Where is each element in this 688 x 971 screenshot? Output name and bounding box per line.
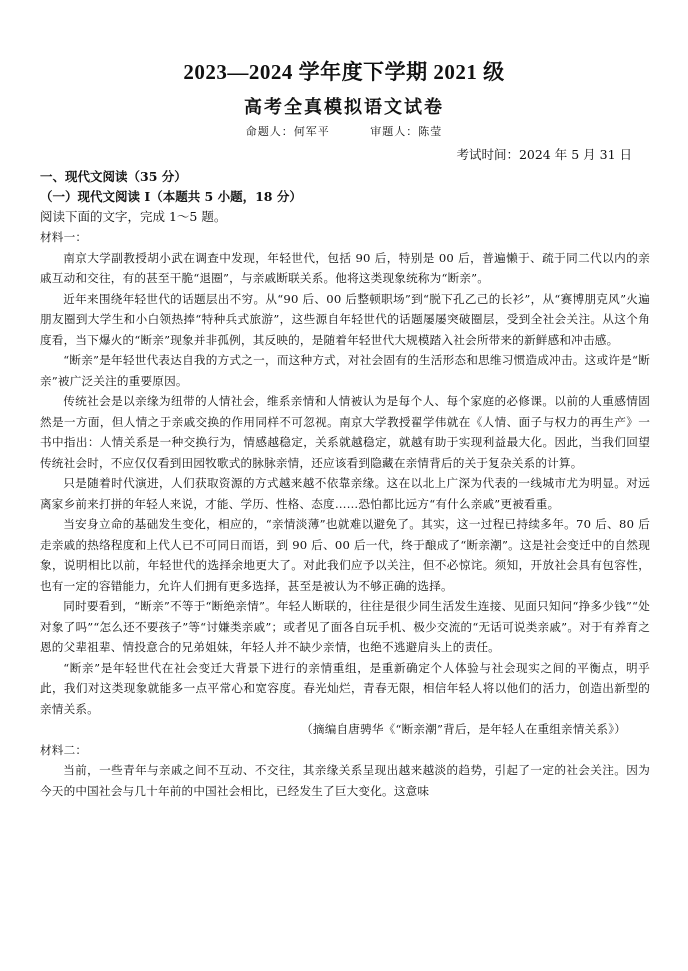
passage-body bbox=[40, 227, 650, 801]
exam-subtitle: 高考全真模拟语文试卷 bbox=[244, 97, 444, 118]
paragraph: 同时要看到，“断亲”不等于“断绝亲情”。年轻人断联的，往往是很少同生活发生连接、见面只知问“挣多少钱”“处对象了吗”“怎么还不要孩子”等“讨嫌类亲戚”；或者见了面各自玩手机、极少交流的“无话可说类亲戚”。对于有养育之恩的父辈祖辈、情投意合的兄弟姐妹，年轻人并不缺少亲情，也绝不逃避肩头上的责任。 bbox=[40, 599, 650, 654]
authors-line bbox=[0, 123, 688, 139]
paragraph: “断亲”是年轻世代在社会变迁大背景下进行的亲情重组，是重新确定个人体验与社会现实之间的平衡点，明乎此，我们对这类现象就能多一点平常心和宽容度。春光灿烂，青春无限，相信年轻人将以他们的活力，创造出新型的亲情关系。 bbox=[40, 660, 650, 716]
question-reviewer: 审题人：陈莹 bbox=[370, 125, 443, 138]
question-setter: 命题人：何军平 bbox=[245, 125, 330, 138]
exam-time: 考试时间：2024 年 5 月 31 日 bbox=[456, 147, 632, 162]
source-citation: （摘编自唐骋华《“断亲潮”背后，是年轻人在重组亲情关系》） bbox=[301, 722, 626, 736]
reading-instruction: 阅读下面的文字，完成 1～5 题。 bbox=[40, 209, 227, 224]
paragraph: 近年来围绕年轻世代的话题层出不穷。从“90 后、00 后整顿职场”到“脱下孔乙己的长衫”，从“赛博朋克风”火遍朋友圈到大学生和小白领热捧“特种兵式旅游”，这些源自年轻世代的话题屡屡突破圈层，受到全社会关注。从这个角度看，当下爆火的“断亲”现象并非孤例，其反映的，是随着年轻世代大规模踏入社会所带来的新鲜感和冲击感。 bbox=[40, 291, 650, 347]
subsection-heading: （一）现代文阅读 I（本题共 5 小题，18 分） bbox=[40, 189, 302, 204]
material-label: 材料二： bbox=[40, 742, 88, 757]
paragraph: “断亲”是年轻世代表达自我的方式之一，而这种方式，对社会固有的生活形态和思维习惯造成冲击。这或许是“断亲”被广泛关注的重要原因。 bbox=[40, 353, 650, 388]
paragraph: 当安身立命的基础发生变化，相应的，“亲情淡薄”也就难以避免了。其实，这一过程已持续多年。70 后、80 后走亲戚的热络程度和上代人已不可同日而语，到 90 后、00 后一代，终于酿成了“断亲潮”。这是社会变迁中的自然现象，说明相比以前，年轻世代的选择余地更大了。对此我们应予以关注，但不必惊诧。须知，开放社会具有包容性，也有一定的容错能力，允许人们拥有更多选择，甚至是被认为不够正确的选择。 bbox=[40, 517, 650, 593]
paragraph: 传统社会是以亲缘为纽带的人情社会，维系亲情和人情被认为是每个人、每个家庭的必修课。以前的人重感情固然是一方面，但人情之于亲戚交换的作用同样不可忽视。南京大学教授翟学伟就在《人情、面子与权力的再生产》一书中指出：人情关系是一种交换行为，情感越稳定，关系就越稳定，就越有助于实现利益最大化。因此，当我们回望传统社会时，不应仅仅看到田园牧歌式的脉脉亲情，还应该看到隐藏在亲情背后的关于复杂关系的计算。 bbox=[40, 394, 650, 470]
section-heading: 一、现代文阅读（35 分） bbox=[40, 169, 187, 184]
exam-title: 2023—2024 学年度下学期 2021 级 bbox=[183, 60, 505, 84]
paragraph: 只是随着时代演进，人们获取资源的方式越来越不依靠亲缘。这在以北上广深为代表的一线城市尤为明显。对远离家乡前来打拼的年轻人来说，才能、学历、性格、态度……恐怕都比远方“有什么亲戚”更被看重。 bbox=[40, 476, 650, 511]
paragraph: 南京大学副教授胡小武在调查中发现，年轻世代，包括 90 后，特别是 00 后，普遍懒于、疏于同二代以内的亲戚互动和交往，有的甚至干脆“退圈”，与亲戚断联关系。他将这类现象统称为“断亲”。 bbox=[40, 250, 650, 285]
paragraph: 当前，一些青年与亲戚之间不互动、不交往，其亲缘关系呈现出越来越淡的趋势，引起了一定的社会关注。因为今天的中国社会与几十年前的中国社会相比，已经发生了巨大变化。这意味 bbox=[40, 763, 650, 798]
material-label: 材料一： bbox=[40, 230, 88, 244]
